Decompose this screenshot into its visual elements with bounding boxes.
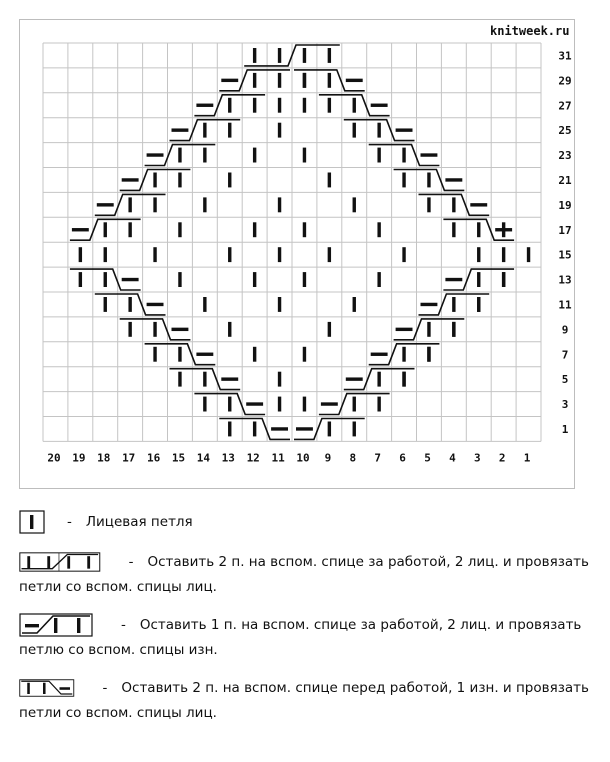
- knit-stitch-mark: [402, 148, 405, 163]
- legend-item-cable-1-2-purl: [19, 677, 589, 721]
- row-number-label: 13: [558, 273, 572, 287]
- knit-stitch-mark: [427, 197, 430, 212]
- row-number-label: 11: [558, 298, 572, 312]
- knit-stitch-mark: [328, 422, 331, 437]
- purl-stitch-mark: [296, 427, 313, 430]
- knit-stitch-mark: [402, 347, 405, 362]
- knit-stitch-mark: [253, 48, 256, 63]
- knit-stitch-mark: [377, 123, 380, 138]
- knit-stitch-mark: [228, 247, 231, 262]
- column-number-label: 12: [246, 451, 260, 465]
- purl-stitch-mark: [172, 128, 189, 131]
- purl-stitch-mark: [97, 203, 114, 206]
- knit-stitch-mark: [253, 73, 256, 88]
- knit-stitch-mark: [527, 247, 530, 262]
- knit-stitch-mark: [353, 197, 356, 212]
- column-number-label: 8: [349, 451, 357, 465]
- column-number-label: 16: [146, 451, 161, 465]
- knit-stitch-mark: [278, 48, 281, 63]
- row-number-label: 3: [561, 398, 569, 412]
- knit-stitch-mark: [303, 272, 306, 287]
- row-number-label: 31: [558, 49, 572, 63]
- knit-stitch-mark: [128, 297, 131, 312]
- knit-stitch-mark: [178, 272, 181, 287]
- row-number-label: 9: [561, 323, 569, 337]
- purl-stitch-mark: [122, 178, 139, 181]
- knit-stitch-mark: [278, 247, 281, 262]
- legend-dash: -: [102, 680, 108, 696]
- knit-stitch-mark: [203, 297, 206, 312]
- knit-stitch-mark: [153, 247, 156, 262]
- knit-stitch-mark: [477, 272, 480, 287]
- knit-stitch-mark: [253, 148, 256, 163]
- knit-stitch-mark: [203, 372, 206, 387]
- column-number-label: 1: [523, 451, 531, 465]
- knit-stitch-mark: [278, 123, 281, 138]
- knit-stitch-mark: [153, 197, 156, 212]
- column-number-label: 15: [171, 451, 186, 465]
- knit-stitch-icon: [19, 510, 45, 534]
- column-number-label: 17: [122, 451, 136, 465]
- purl-stitch-mark: [246, 402, 263, 405]
- knit-stitch-mark: [377, 222, 380, 237]
- legend-text: Оставить 1 п. на вспом. спице за работой, 2 лиц. и провязать: [139, 617, 582, 633]
- legend-text: Оставить 2 п. на вспом. спице перед работой, 1 изн. и провязать: [121, 680, 589, 696]
- row-number-label: 17: [558, 223, 572, 237]
- knit-stitch-mark: [402, 372, 405, 387]
- knit-stitch-mark: [452, 322, 455, 337]
- knit-stitch-mark: [104, 297, 107, 312]
- purl-stitch-mark: [371, 353, 388, 356]
- legend-dash: -: [128, 554, 134, 570]
- knit-stitch-mark: [178, 148, 181, 163]
- purl-stitch-mark: [172, 328, 189, 331]
- knit-stitch-mark: [427, 173, 430, 188]
- purl-stitch-mark: [371, 104, 388, 107]
- knit-stitch-mark: [203, 123, 206, 138]
- knit-stitch-mark: [328, 73, 331, 88]
- knit-stitch-mark: [178, 222, 181, 237]
- knit-stitch-mark: [502, 222, 505, 237]
- knit-stitch-mark: [153, 173, 156, 188]
- cable-2-2-right-icon: [19, 550, 101, 574]
- knit-stitch-mark: [228, 173, 231, 188]
- knit-stitch-mark: [178, 173, 181, 188]
- cable-1-2-left-purl-icon: [19, 676, 75, 700]
- knit-stitch-mark: [402, 173, 405, 188]
- knit-stitch-mark: [452, 297, 455, 312]
- row-number-label: 29: [558, 74, 572, 88]
- knit-stitch-mark: [502, 272, 505, 287]
- column-number-label: 20: [47, 451, 61, 465]
- knit-stitch-mark: [278, 372, 281, 387]
- column-number-label: 2: [498, 451, 506, 465]
- knit-stitch-mark: [253, 222, 256, 237]
- knit-stitch-mark: [452, 197, 455, 212]
- purl-stitch-mark: [421, 153, 438, 156]
- knit-stitch-mark: [477, 247, 480, 262]
- knit-stitch-mark: [328, 48, 331, 63]
- knit-stitch-mark: [228, 123, 231, 138]
- legend-item-cable-2-2: [19, 551, 589, 595]
- purl-stitch-mark: [221, 377, 238, 380]
- row-number-label: 1: [561, 422, 569, 436]
- knit-stitch-mark: [79, 247, 82, 262]
- knit-stitch-mark: [278, 397, 281, 412]
- purl-stitch-mark: [271, 427, 288, 430]
- knit-stitch-mark: [377, 372, 380, 387]
- legend-text: Лицевая петля: [85, 514, 193, 530]
- knit-stitch-mark: [402, 247, 405, 262]
- column-number-label: 13: [221, 451, 235, 465]
- knit-stitch-mark: [328, 247, 331, 262]
- purl-stitch-mark: [346, 79, 363, 82]
- knit-stitch-mark: [303, 98, 306, 113]
- column-number-label: 11: [271, 451, 285, 465]
- knit-stitch-mark: [104, 272, 107, 287]
- site-watermark: knitweek.ru: [490, 24, 570, 38]
- purl-stitch-mark: [421, 303, 438, 306]
- knit-stitch-mark: [178, 372, 181, 387]
- row-number-label: 25: [558, 124, 572, 138]
- legend-item-knit: [19, 511, 589, 533]
- knit-stitch-mark: [303, 347, 306, 362]
- purl-stitch-mark: [396, 328, 413, 331]
- column-number-label: 10: [296, 451, 310, 465]
- purl-stitch-mark: [396, 128, 413, 131]
- column-number-label: 4: [449, 451, 456, 465]
- knit-stitch-mark: [228, 422, 231, 437]
- knit-stitch-mark: [203, 197, 206, 212]
- knit-stitch-mark: [278, 197, 281, 212]
- row-number-label: 19: [558, 198, 572, 212]
- knit-stitch-mark: [253, 347, 256, 362]
- knit-stitch-mark: [328, 173, 331, 188]
- purl-stitch-mark: [72, 228, 89, 231]
- knit-stitch-mark: [253, 422, 256, 437]
- purl-stitch-mark: [445, 278, 462, 281]
- knit-stitch-mark: [228, 98, 231, 113]
- column-number-label: 5: [424, 451, 431, 465]
- knit-stitch-mark: [104, 247, 107, 262]
- knit-stitch-mark: [303, 148, 306, 163]
- knit-stitch-mark: [303, 73, 306, 88]
- purl-stitch-mark: [147, 153, 164, 156]
- purl-stitch-mark: [470, 203, 487, 206]
- purl-stitch-mark: [196, 104, 213, 107]
- knit-stitch-mark: [427, 322, 430, 337]
- column-number-label: 9: [324, 451, 332, 465]
- knit-stitch-mark: [203, 397, 206, 412]
- legend-dash: -: [121, 617, 126, 633]
- column-number-label: 7: [374, 451, 382, 465]
- knit-stitch-mark: [353, 98, 356, 113]
- legend-text: Оставить 2 п. на вспом. спице за работой, 2 лиц. и провязать: [147, 554, 589, 570]
- knit-stitch-mark: [427, 347, 430, 362]
- knit-stitch-mark: [303, 222, 306, 237]
- purl-stitch-mark: [221, 79, 238, 82]
- purl-stitch-mark: [196, 353, 213, 356]
- knit-stitch-mark: [377, 272, 380, 287]
- knit-stitch-mark: [328, 98, 331, 113]
- column-number-label: 3: [473, 451, 481, 465]
- row-number-label: 15: [558, 248, 572, 262]
- knit-stitch-mark: [153, 347, 156, 362]
- knit-stitch-mark: [128, 197, 131, 212]
- knit-stitch-mark: [353, 422, 356, 437]
- legend-text-continuation: петлю со вспом. спицы изн.: [19, 642, 218, 658]
- knit-stitch-mark: [452, 222, 455, 237]
- knit-stitch-mark: [278, 297, 281, 312]
- knit-stitch-mark: [502, 247, 505, 262]
- purl-stitch-mark: [122, 278, 139, 281]
- column-number-label: 19: [72, 451, 86, 465]
- knit-stitch-mark: [328, 322, 331, 337]
- column-number-label: 18: [97, 451, 111, 465]
- knit-stitch-mark: [477, 222, 480, 237]
- knit-stitch-mark: [253, 272, 256, 287]
- knit-stitch-mark: [79, 272, 82, 287]
- knit-stitch-mark: [104, 222, 107, 237]
- column-number-label: 6: [399, 451, 406, 465]
- knit-stitch-mark: [477, 297, 480, 312]
- row-number-label: 21: [558, 173, 572, 187]
- knit-stitch-mark: [303, 48, 306, 63]
- row-number-label: 7: [561, 348, 569, 362]
- legend-item-cable-2-1-purl: [19, 614, 589, 658]
- knit-stitch-mark: [303, 397, 306, 412]
- knit-stitch-mark: [128, 222, 131, 237]
- purl-stitch-mark: [445, 178, 462, 181]
- knit-stitch-mark: [228, 397, 231, 412]
- row-number-label: 27: [558, 99, 572, 113]
- purl-stitch-mark: [321, 402, 338, 405]
- knit-stitch-mark: [253, 98, 256, 113]
- knit-stitch-mark: [377, 148, 380, 163]
- knit-stitch-mark: [377, 397, 380, 412]
- row-number-label: 23: [558, 149, 572, 163]
- purl-stitch-mark: [147, 303, 164, 306]
- knit-stitch-mark: [128, 322, 131, 337]
- purl-stitch-mark: [346, 377, 363, 380]
- knit-stitch-mark: [228, 322, 231, 337]
- knit-stitch-mark: [353, 123, 356, 138]
- row-number-label: 5: [561, 373, 569, 387]
- knit-stitch-mark: [353, 297, 356, 312]
- legend-dash: -: [67, 514, 72, 530]
- knit-stitch-mark: [278, 98, 281, 113]
- cable-2-1-right-purl-icon: [19, 613, 93, 637]
- knit-stitch-mark: [278, 73, 281, 88]
- column-number-label: 14: [196, 451, 211, 465]
- knit-stitch-mark: [353, 397, 356, 412]
- knit-stitch-mark: [178, 347, 181, 362]
- legend-text-continuation: петли со вспом. спицы лиц.: [19, 705, 217, 721]
- knit-stitch-mark: [153, 322, 156, 337]
- knit-stitch-mark: [203, 148, 206, 163]
- legend-text-continuation: петли со вспом. спицы лиц.: [19, 579, 217, 595]
